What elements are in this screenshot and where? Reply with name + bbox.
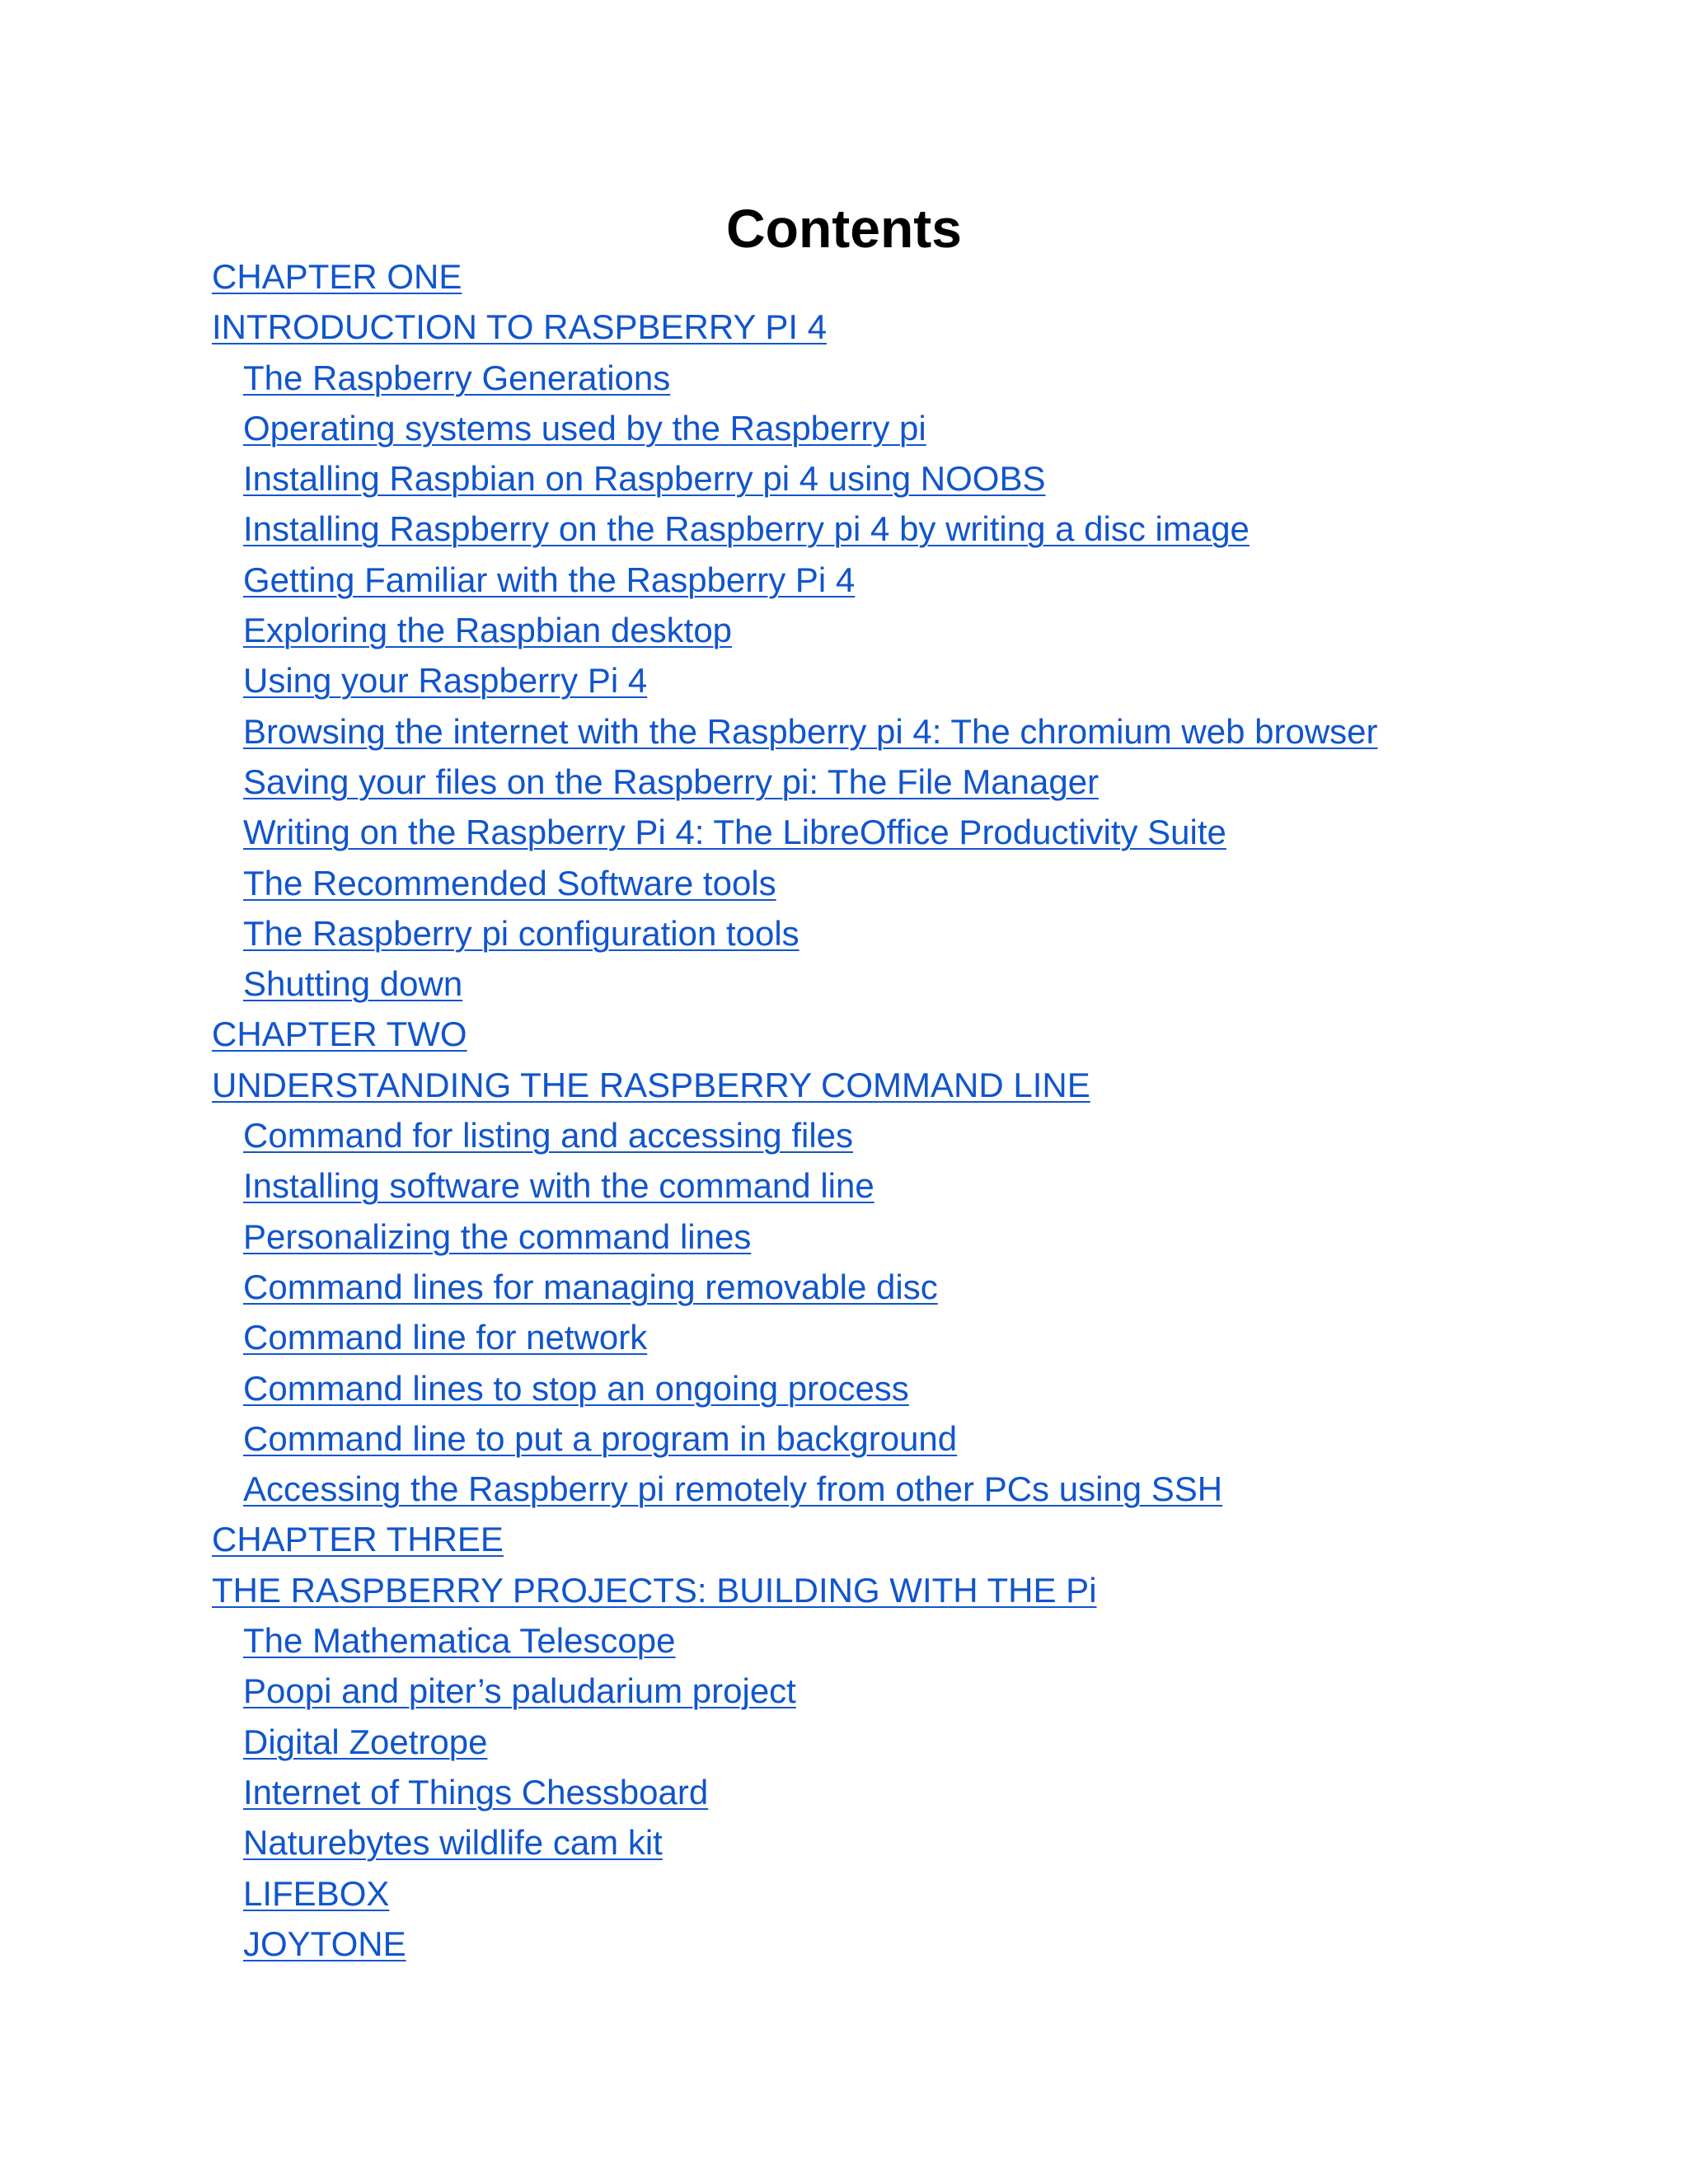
toc-section-entry [212,757,1613,807]
toc-section-entry [212,1767,1613,1817]
toc-section-link[interactable]: JOYTONE [243,1924,406,1963]
toc-section-link[interactable]: The Mathematica Telescope [243,1621,676,1661]
toc-section-link[interactable]: Browsing the internet with the Raspberry pi 4: The chromium web browser [243,711,1378,751]
page-title: Contents [726,198,962,259]
toc-section-entry [212,807,1613,857]
toc-chapter-entry [212,1060,1613,1110]
toc-section-entry [212,353,1613,403]
toc-section-link[interactable]: Accessing the Raspberry pi remotely from other PCs using SSH [243,1469,1223,1509]
toc-section-link[interactable]: Shutting down [243,964,463,1004]
toc-section-entry [212,504,1613,554]
toc-section-link[interactable]: Exploring the Raspbian desktop [243,611,733,650]
toc-section-link[interactable]: The Recommended Software tools [243,863,776,902]
toc-section-entry [212,403,1613,453]
toc-section-link[interactable]: Installing software with the command line [243,1166,874,1206]
toc-section-entry [212,1817,1613,1868]
toc-section-link[interactable]: Personalizing the command lines [243,1216,752,1256]
toc-chapter-link[interactable]: CHAPTER TWO [212,1015,467,1054]
toc-section-entry [212,1919,1613,1969]
toc-section-link[interactable]: Command lines to stop an ongoing process [243,1368,909,1408]
toc-section-link[interactable]: Command lines for managing removable disc [243,1267,938,1306]
toc-section-link[interactable]: Internet of Things Chessboard [243,1772,709,1811]
toc-chapter-link[interactable]: CHAPTER THREE [212,1520,504,1559]
toc-section-link[interactable]: LIFEBOX [243,1873,390,1913]
toc-section-link[interactable]: Naturebytes wildlife cam kit [243,1823,663,1863]
toc-section-link[interactable]: The Raspberry Generations [243,358,671,397]
toc-section-link[interactable]: Writing on the Raspberry Pi 4: The LibreOffice Productivity Suite [243,813,1226,852]
toc-section-entry [212,655,1613,705]
toc-section-link[interactable]: Digital Zoetrope [243,1722,488,1761]
toc-section-link[interactable]: Command for listing and accessing files [243,1116,854,1155]
toc-section-entry [212,908,1613,958]
toc-section-entry [212,1212,1613,1262]
toc-section-entry [212,1413,1613,1464]
toc-chapter-entry [212,302,1613,352]
toc-section-link[interactable]: Installing Raspbian on Raspberry pi 4 using NOOBS [243,459,1046,499]
toc-section-entry [212,453,1613,504]
toc-section-link[interactable]: Saving your files on the Raspberry pi: The File Manager [243,762,1100,801]
toc-section-link[interactable]: Operating systems used by the Raspberry pi [243,408,926,448]
toc-section-entry [212,605,1613,655]
toc-section-link[interactable]: The Raspberry pi configuration tools [243,913,799,953]
toc-section-entry [212,706,1613,757]
toc-section-entry [212,1615,1613,1666]
toc-chapter-link[interactable]: THE RASPBERRY PROJECTS: BUILDING WITH THE Pi [212,1570,1097,1610]
toc-section-entry [212,1312,1613,1362]
toc-section-entry [212,1464,1613,1514]
toc-section-link[interactable]: Command line to put a program in background [243,1418,958,1458]
toc-chapter-entry [212,1514,1613,1564]
table-of-contents [212,251,1613,1969]
toc-section-link[interactable]: Command line for network [243,1318,648,1357]
toc-section-entry [212,1110,1613,1160]
toc-section-entry [212,1160,1613,1211]
toc-section-link[interactable]: Installing Raspberry on the Raspberry pi 4 by writing a disc image [243,509,1250,549]
toc-section-entry [212,1868,1613,1919]
toc-section-entry [212,1717,1613,1767]
toc-section-entry [212,1363,1613,1413]
toc-section-entry [212,1666,1613,1716]
toc-chapter-link[interactable]: UNDERSTANDING THE RASPBERRY COMMAND LINE [212,1065,1090,1104]
toc-section-entry [212,958,1613,1009]
toc-chapter-link[interactable]: CHAPTER ONE [212,257,462,296]
toc-section-link[interactable]: Poopi and piter’s paludarium project [243,1671,796,1711]
toc-section-link[interactable]: Using your Raspberry Pi 4 [243,661,648,701]
toc-section-entry [212,858,1613,908]
toc-chapter-entry [212,1565,1613,1615]
toc-chapter-entry [212,251,1613,302]
toc-section-entry [212,1262,1613,1312]
toc-chapter-entry [212,1009,1613,1059]
toc-section-link[interactable]: Getting Familiar with the Raspberry Pi 4 [243,560,856,599]
toc-section-entry [212,555,1613,605]
toc-chapter-link[interactable]: INTRODUCTION TO RASPBERRY PI 4 [212,307,828,347]
